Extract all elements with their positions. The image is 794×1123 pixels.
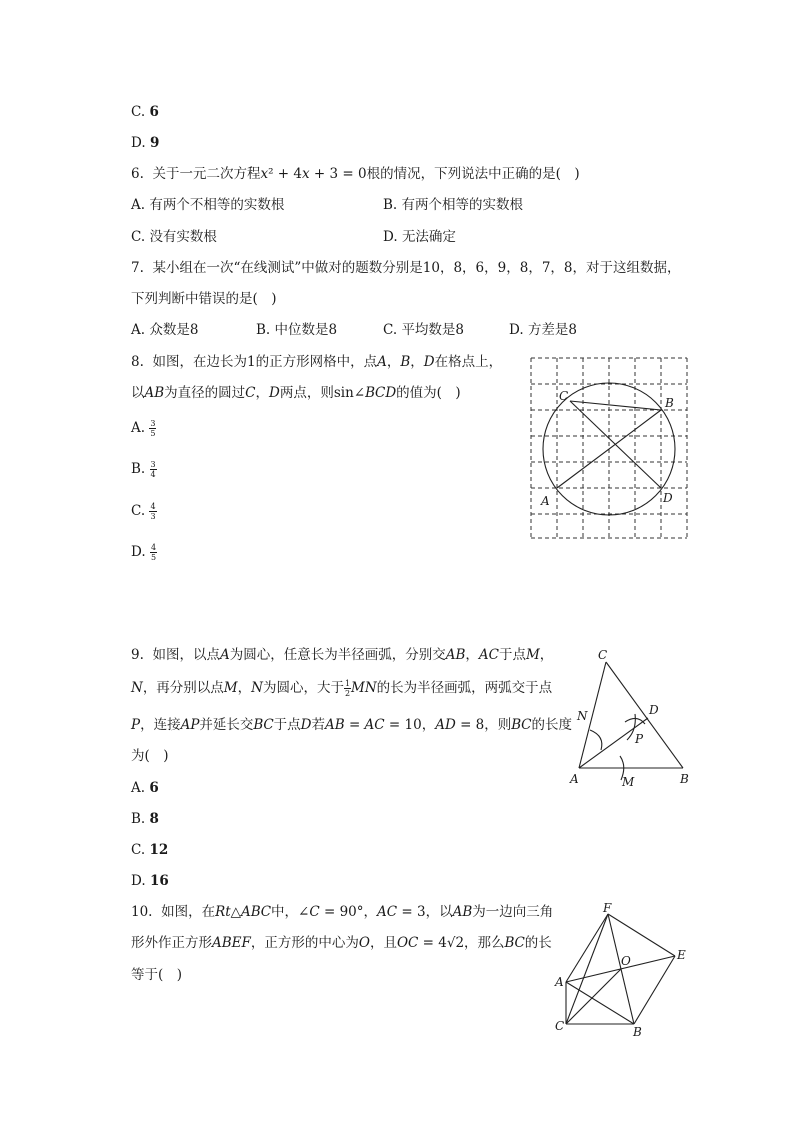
label-m: M — [622, 775, 635, 789]
side-af — [566, 914, 608, 982]
label-a: A — [570, 772, 579, 786]
q9-option-d[interactable]: D. 16 — [131, 873, 169, 889]
q8-stem-line1: 8. 如图，在边长为1的正方形网格中，点𝐴，𝐵，𝐷在格点上， — [131, 354, 503, 370]
fraction: $\frac{4}{3}$ — [150, 502, 156, 521]
q9-stem-line4: 为( ) — [131, 748, 169, 764]
q8-option-a[interactable]: A. $\frac{3}{5}$ — [131, 419, 156, 438]
q7-option-c[interactable]: C. 平均数是8 — [383, 322, 465, 338]
q7-option-d[interactable]: D. 方差是8 — [509, 322, 578, 338]
label-b: B — [665, 396, 674, 410]
side-bc — [606, 662, 683, 768]
q7-option-a[interactable]: A. 众数是8 — [131, 322, 199, 338]
q9-option-c[interactable]: C. 12 — [131, 842, 169, 858]
label-b: B — [680, 772, 689, 786]
q8-option-b[interactable]: B. $\frac{3}{4}$ — [131, 460, 156, 479]
q8-option-d[interactable]: D. $\frac{4}{5}$ — [131, 543, 157, 562]
side-eb — [634, 956, 675, 1024]
q6-option-d[interactable]: D. 无法确定 — [383, 229, 456, 245]
q9-stem-line1: 9. 如图，以点𝐴为圆心，任意长为半径画弧，分别交𝐴𝐵，𝐴𝐶于点𝑀， — [131, 647, 554, 663]
label-d: D — [649, 703, 659, 717]
segment-cb — [570, 401, 661, 410]
prev-option-c[interactable]: C. 6 — [131, 104, 159, 120]
fraction: $\frac{4}{5}$ — [150, 543, 157, 562]
q10-stem-line2: 形外作正方形𝐴𝐵𝐸𝐹，正方形的中心为𝑂，且𝑂𝐶 = 4√2，那么𝐵𝐶的长 — [131, 935, 552, 951]
label-o: O — [621, 954, 631, 968]
label-c: C — [555, 1019, 565, 1033]
fraction-half: $\frac{1}{2}$ — [344, 679, 351, 698]
q6-option-b[interactable]: B. 有两个相等的实数根 — [383, 197, 524, 213]
label-f: F — [603, 901, 612, 915]
q9-figure — [565, 644, 700, 794]
segment-cd — [570, 401, 661, 488]
q7-stem-line2: 下列判断中错误的是( ) — [131, 291, 277, 307]
q9-option-b[interactable]: B. 8 — [131, 811, 159, 827]
q9-stem-line3: 𝑃，连接𝐴𝑃并延长交𝐵𝐶于点𝐷若𝐴𝐵 = 𝐴𝐶 = 10，𝐴𝐷 = 8，则𝐵𝐶的长度 — [131, 717, 573, 733]
q6-option-c[interactable]: C. 没有实数根 — [131, 229, 217, 245]
q10-stem-line1: 10. 如图，在𝑅𝑡△𝐴𝐵𝐶中，∠𝐶 = 90°，𝐴𝐶 = 3，以𝐴𝐵为一边向三角 — [131, 904, 554, 920]
q6-stem: 6. 关于一元二次方程𝑥² + 4𝑥 + 3 = 0根的情况，下列说法中正确的是( ) — [131, 166, 580, 182]
label-a: A — [555, 975, 564, 989]
prev-option-d[interactable]: D. 9 — [131, 135, 160, 151]
label-e: E — [677, 948, 686, 962]
label-p: P — [635, 732, 644, 746]
fraction: $\frac{3}{4}$ — [150, 460, 156, 479]
segment-cf — [566, 914, 608, 1024]
q10-figure — [550, 902, 695, 1040]
label-c: C — [598, 648, 608, 662]
label-a: A — [541, 494, 550, 508]
q8-option-c[interactable]: C. $\frac{4}{3}$ — [131, 502, 156, 521]
q8-stem-line2: 以𝐴𝐵为直径的圆过𝐶，𝐷两点，则sin∠𝐵𝐶𝐷的值为( ) — [131, 385, 461, 401]
side-fe — [608, 914, 675, 956]
label-d: D — [663, 491, 673, 505]
label-n: N — [577, 709, 588, 723]
q8-figure — [525, 352, 695, 544]
label-c: C — [559, 389, 569, 403]
arc-n — [590, 730, 602, 750]
q9-stem-line2: 𝑁，再分别以点𝑀，𝑁为圆心，大于 $\frac{1}{2}$ 𝑀𝑁的长为半径画弧，两弧交于点 — [131, 679, 553, 698]
q9-option-a[interactable]: A. 6 — [131, 780, 159, 796]
label-b: B — [633, 1025, 642, 1039]
fraction: $\frac{3}{5}$ — [150, 419, 156, 438]
q7-stem-line1: 7. 某小组在一次“在线测试”中做对的题数分别是10，8，6，9，8，7，8，对于这组数据， — [131, 260, 681, 276]
q6-option-a[interactable]: A. 有两个不相等的实数根 — [131, 197, 285, 213]
side-ba — [566, 982, 634, 1024]
q7-option-b[interactable]: B. 中位数是8 — [256, 322, 338, 338]
grid — [531, 358, 687, 538]
q10-stem-line3: 等于( ) — [131, 967, 183, 983]
segment-co — [566, 969, 621, 1024]
